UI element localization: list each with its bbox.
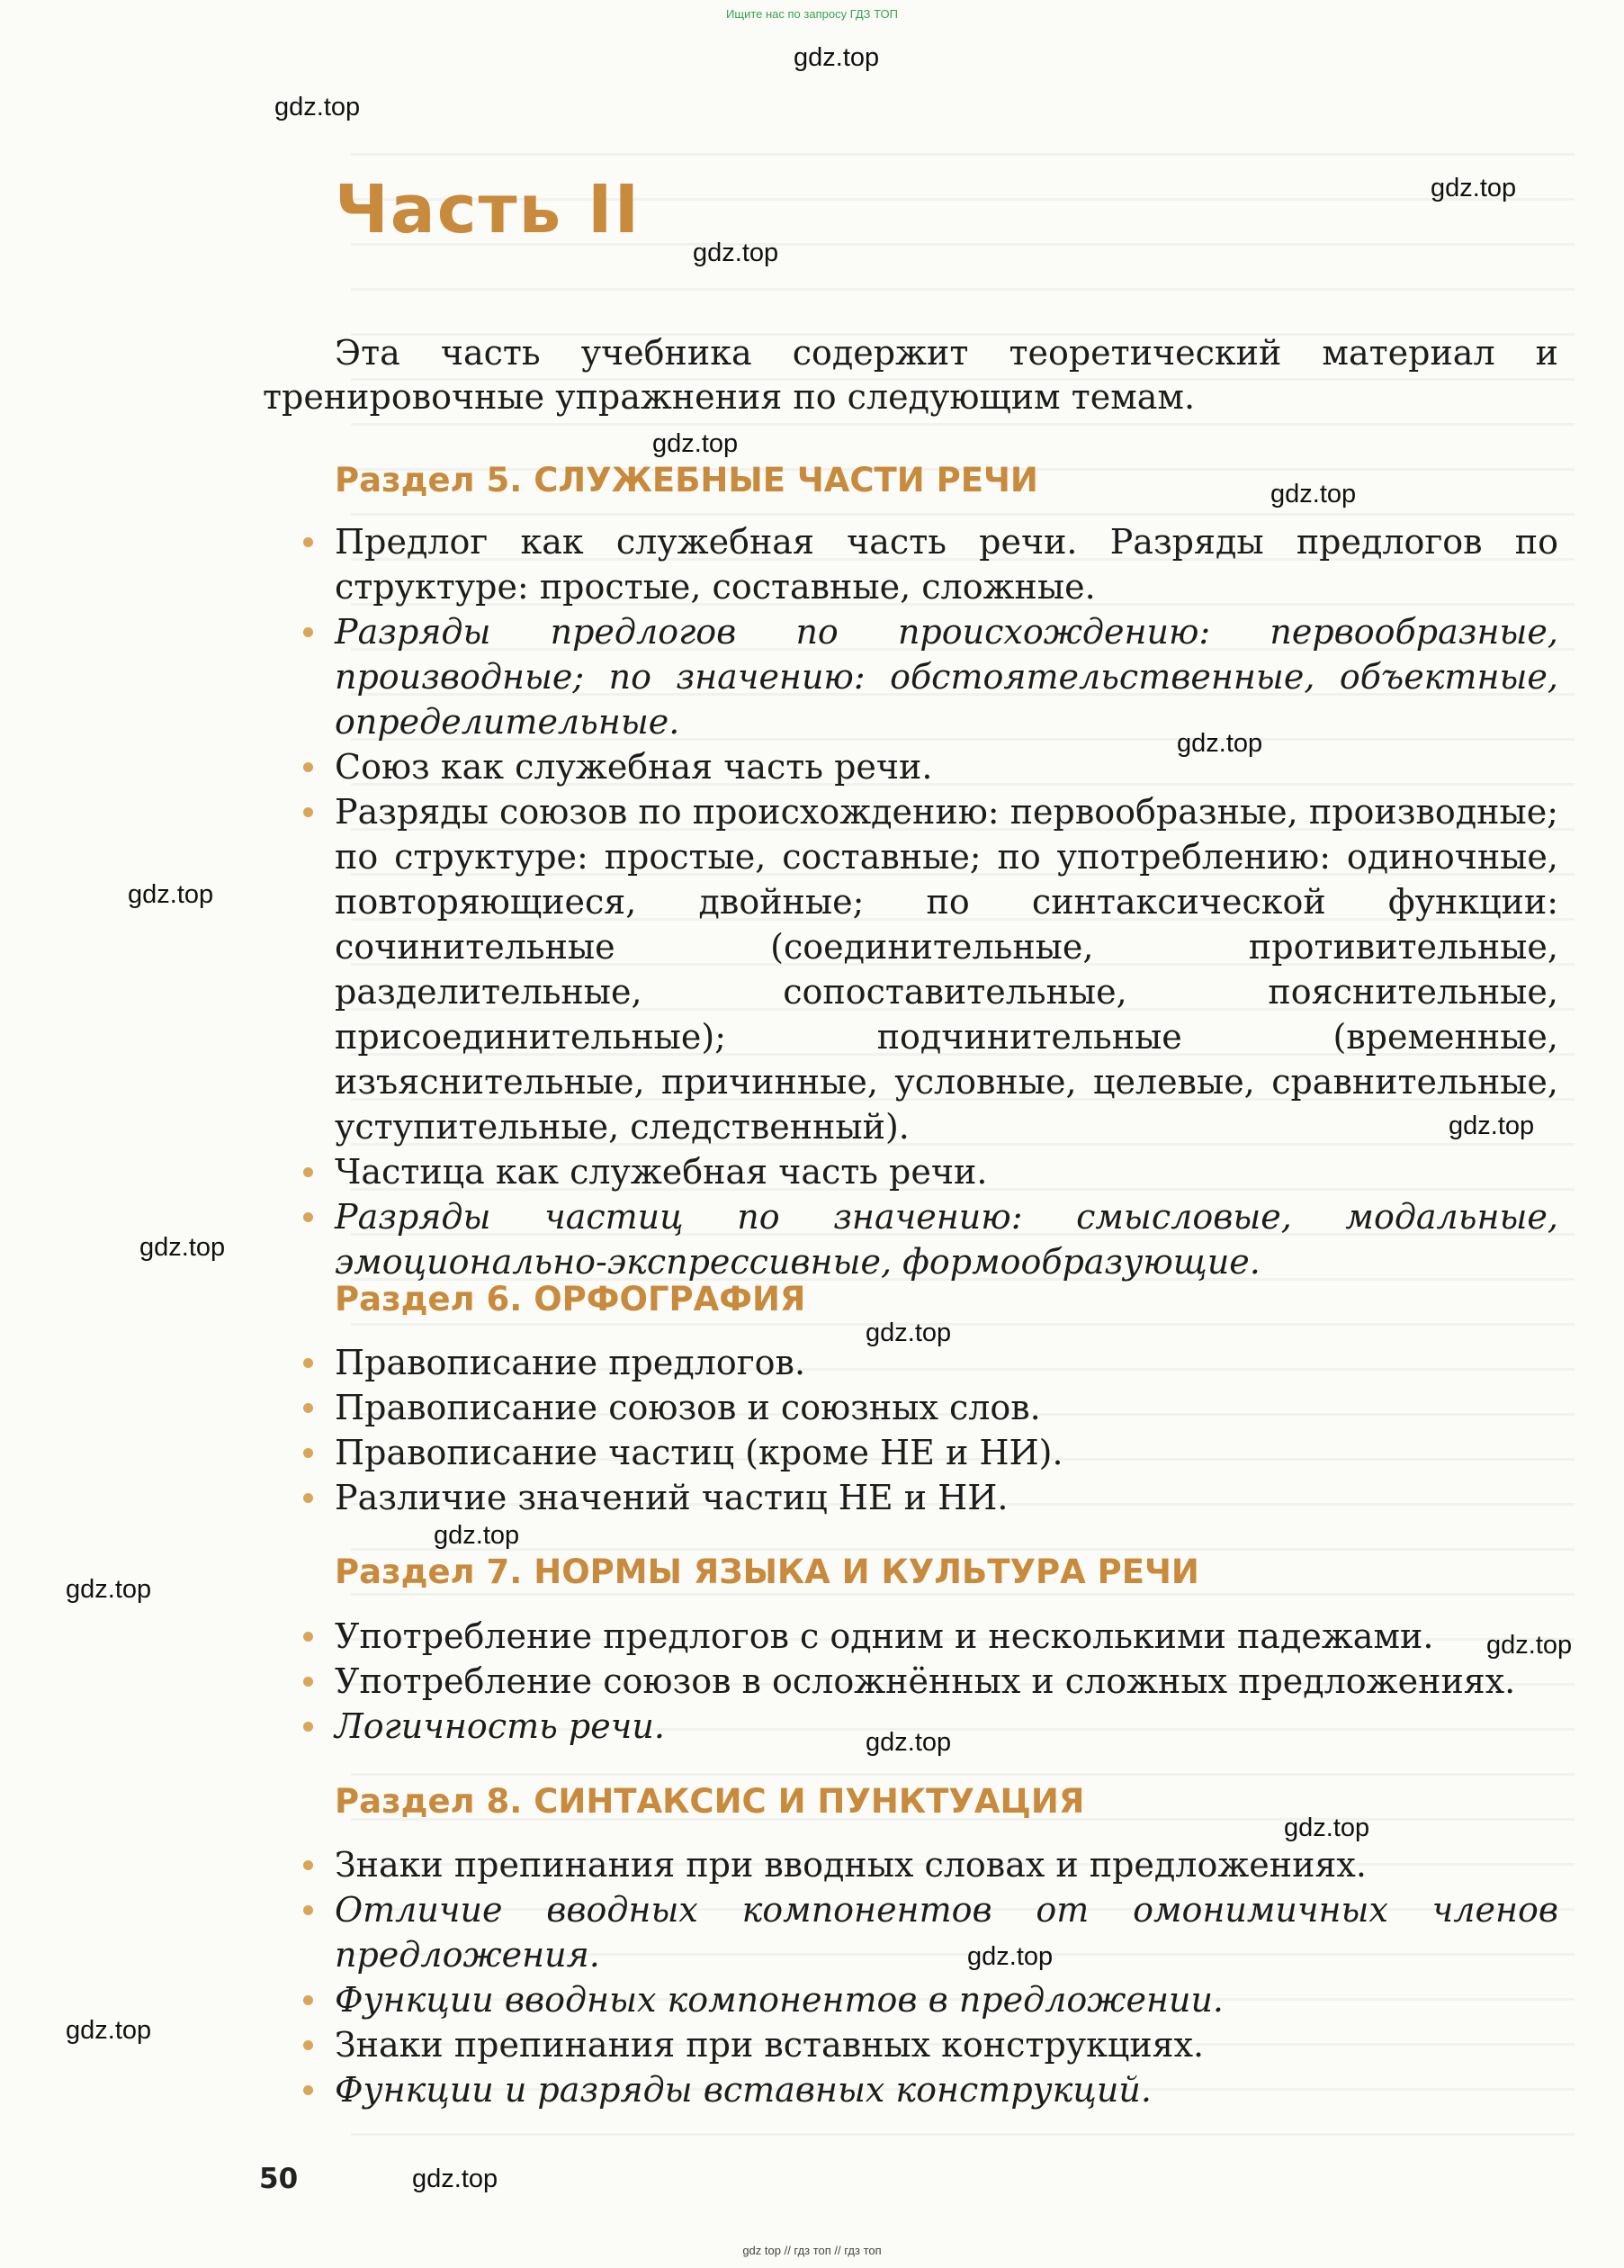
watermark: gdz.top	[139, 1233, 226, 1262]
bullet-icon	[303, 807, 313, 817]
bullet-icon	[303, 1403, 313, 1413]
bullet-icon	[303, 1632, 313, 1642]
watermark: gdz.top	[66, 2016, 152, 2045]
list-item	[290, 789, 1558, 1149]
section-7-title: Раздел 7. НОРМЫ ЯЗЫКА И КУЛЬТУРА РЕЧИ	[335, 1552, 1199, 1591]
bullet-icon	[303, 1212, 313, 1222]
section-6-title: Раздел 6. ОРФОГРАФИЯ	[335, 1280, 806, 1318]
list-item-text: Разряды союзов по происхождению: первообразные, производные; по структуре: простые, составные; по употреблению: одиночные, повторяющиеся, двойные; по синтаксической функции: сочинительные (соединительные, противительные, разделительные, сопоставительные, пояснительные, присоединительные); подчинительные (временные, изъяснительные, причинные, условные, целевые, сравнительные, уступительные, следственный).	[335, 792, 1558, 1147]
section-5-list	[290, 519, 1558, 1284]
bullet-icon	[303, 1722, 313, 1732]
watermark: gdz.top	[1431, 174, 1517, 202]
list-item-text: Логичность речи.	[335, 1706, 665, 1746]
list-item	[290, 744, 1558, 789]
section-8-title: Раздел 8. СИНТАКСИС И ПУНКТУАЦИЯ	[335, 1782, 1085, 1821]
list-item-text: Различие значений частиц НЕ и НИ.	[335, 1478, 1009, 1517]
list-item-text: Союз как служебная часть речи.	[335, 747, 933, 787]
watermark: gdz.top	[66, 1575, 152, 1604]
list-item	[290, 2022, 1558, 2067]
bullet-icon	[303, 1860, 313, 1870]
watermark: gdz.top	[1449, 1112, 1535, 1140]
bullet-icon	[303, 627, 313, 637]
list-item	[290, 2067, 1558, 2112]
bullet-icon	[303, 1448, 313, 1458]
watermark: gdz.top	[412, 2164, 498, 2193]
section-6-list	[290, 1340, 1558, 1520]
watermark: gdz.top	[1270, 480, 1357, 508]
bullet-icon	[303, 1995, 313, 2005]
bullet-icon	[303, 1677, 313, 1687]
bullet-icon	[303, 2040, 313, 2050]
bullet-icon	[303, 1358, 313, 1368]
section-8-list	[290, 1842, 1558, 2112]
list-item	[290, 1194, 1558, 1284]
watermark: gdz.top	[274, 93, 361, 122]
search-hint-banner: Ищите нас по запросу ГДЗ ТОП	[726, 7, 898, 21]
list-item	[290, 1430, 1558, 1475]
list-item	[290, 1385, 1558, 1430]
list-item	[290, 1475, 1558, 1520]
list-item-text: Функции вводных компонентов в предложении.	[335, 1980, 1224, 2020]
list-item-text: Предлог как служебная часть речи. Разряды предлогов по структуре: простые, составные, сложные.	[335, 522, 1558, 607]
list-item-text: Разряды частиц по значению: смысловые, модальные, эмоционально-экспрессивные, формообразующие.	[335, 1197, 1558, 1282]
watermark: gdz.top	[1177, 729, 1263, 758]
bullet-icon	[303, 537, 313, 547]
list-item	[290, 1149, 1558, 1194]
list-item-text: Правописание союзов и союзных слов.	[335, 1388, 1041, 1427]
watermark: gdz.top	[1486, 1631, 1573, 1660]
list-item-text: Знаки препинания при вводных словах и предложениях.	[335, 1845, 1367, 1885]
watermark: gdz.top	[1284, 1814, 1370, 1842]
watermark: gdz.top	[652, 429, 739, 458]
list-item	[290, 1842, 1558, 1887]
list-item-text: Знаки препинания при вставных конструкциях.	[335, 2025, 1205, 2065]
page-number: 50	[259, 2163, 299, 2195]
watermark: gdz.top	[967, 1942, 1054, 1971]
list-item-text: Правописание предлогов.	[335, 1343, 806, 1382]
watermark: gdz.top	[128, 880, 214, 909]
watermark: gdz.top	[794, 43, 880, 72]
list-item-text: Частица как служебная часть речи.	[335, 1152, 988, 1192]
watermark: gdz.top	[693, 238, 779, 267]
list-item-text: Правописание частиц (кроме НЕ и НИ).	[335, 1433, 1063, 1472]
list-item-text: Употребление союзов в осложнённых и сложных предложениях.	[335, 1661, 1516, 1701]
list-item	[290, 1887, 1558, 1977]
watermark: gdz.top	[866, 1318, 952, 1347]
list-item	[290, 1977, 1558, 2022]
list-item	[290, 609, 1558, 744]
list-item-text: Функции и разряды вставных конструкций.	[335, 2070, 1152, 2110]
bullet-icon	[303, 1493, 313, 1503]
watermark: gdz.top	[866, 1728, 952, 1757]
footer-banner: gdz top // гдз топ // гдз топ	[742, 2244, 882, 2257]
list-item	[290, 519, 1558, 609]
watermark: gdz.top	[434, 1521, 520, 1550]
list-item-text: Употребление предлогов с одним и несколькими падежами.	[335, 1616, 1434, 1656]
bullet-icon	[303, 762, 313, 772]
list-item	[290, 1614, 1558, 1659]
list-item-text: Отличие вводных компонентов от омонимичных членов предложения.	[335, 1890, 1558, 1975]
list-item	[290, 1659, 1558, 1704]
part-title: Часть II	[335, 171, 642, 248]
intro-paragraph: Эта часть учебника содержит теоретический материал и тренировочные упражнения по следующим темам.	[263, 333, 1558, 417]
section-5-title: Раздел 5. СЛУЖЕБНЫЕ ЧАСТИ РЕЧИ	[335, 461, 1038, 500]
bullet-icon	[303, 1905, 313, 1915]
list-item-text: Разряды предлогов по происхождению: первообразные, производные; по значению: обстоятельственные, объектные, определительные.	[335, 612, 1558, 742]
bullet-icon	[303, 2085, 313, 2095]
bullet-icon	[303, 1167, 313, 1177]
